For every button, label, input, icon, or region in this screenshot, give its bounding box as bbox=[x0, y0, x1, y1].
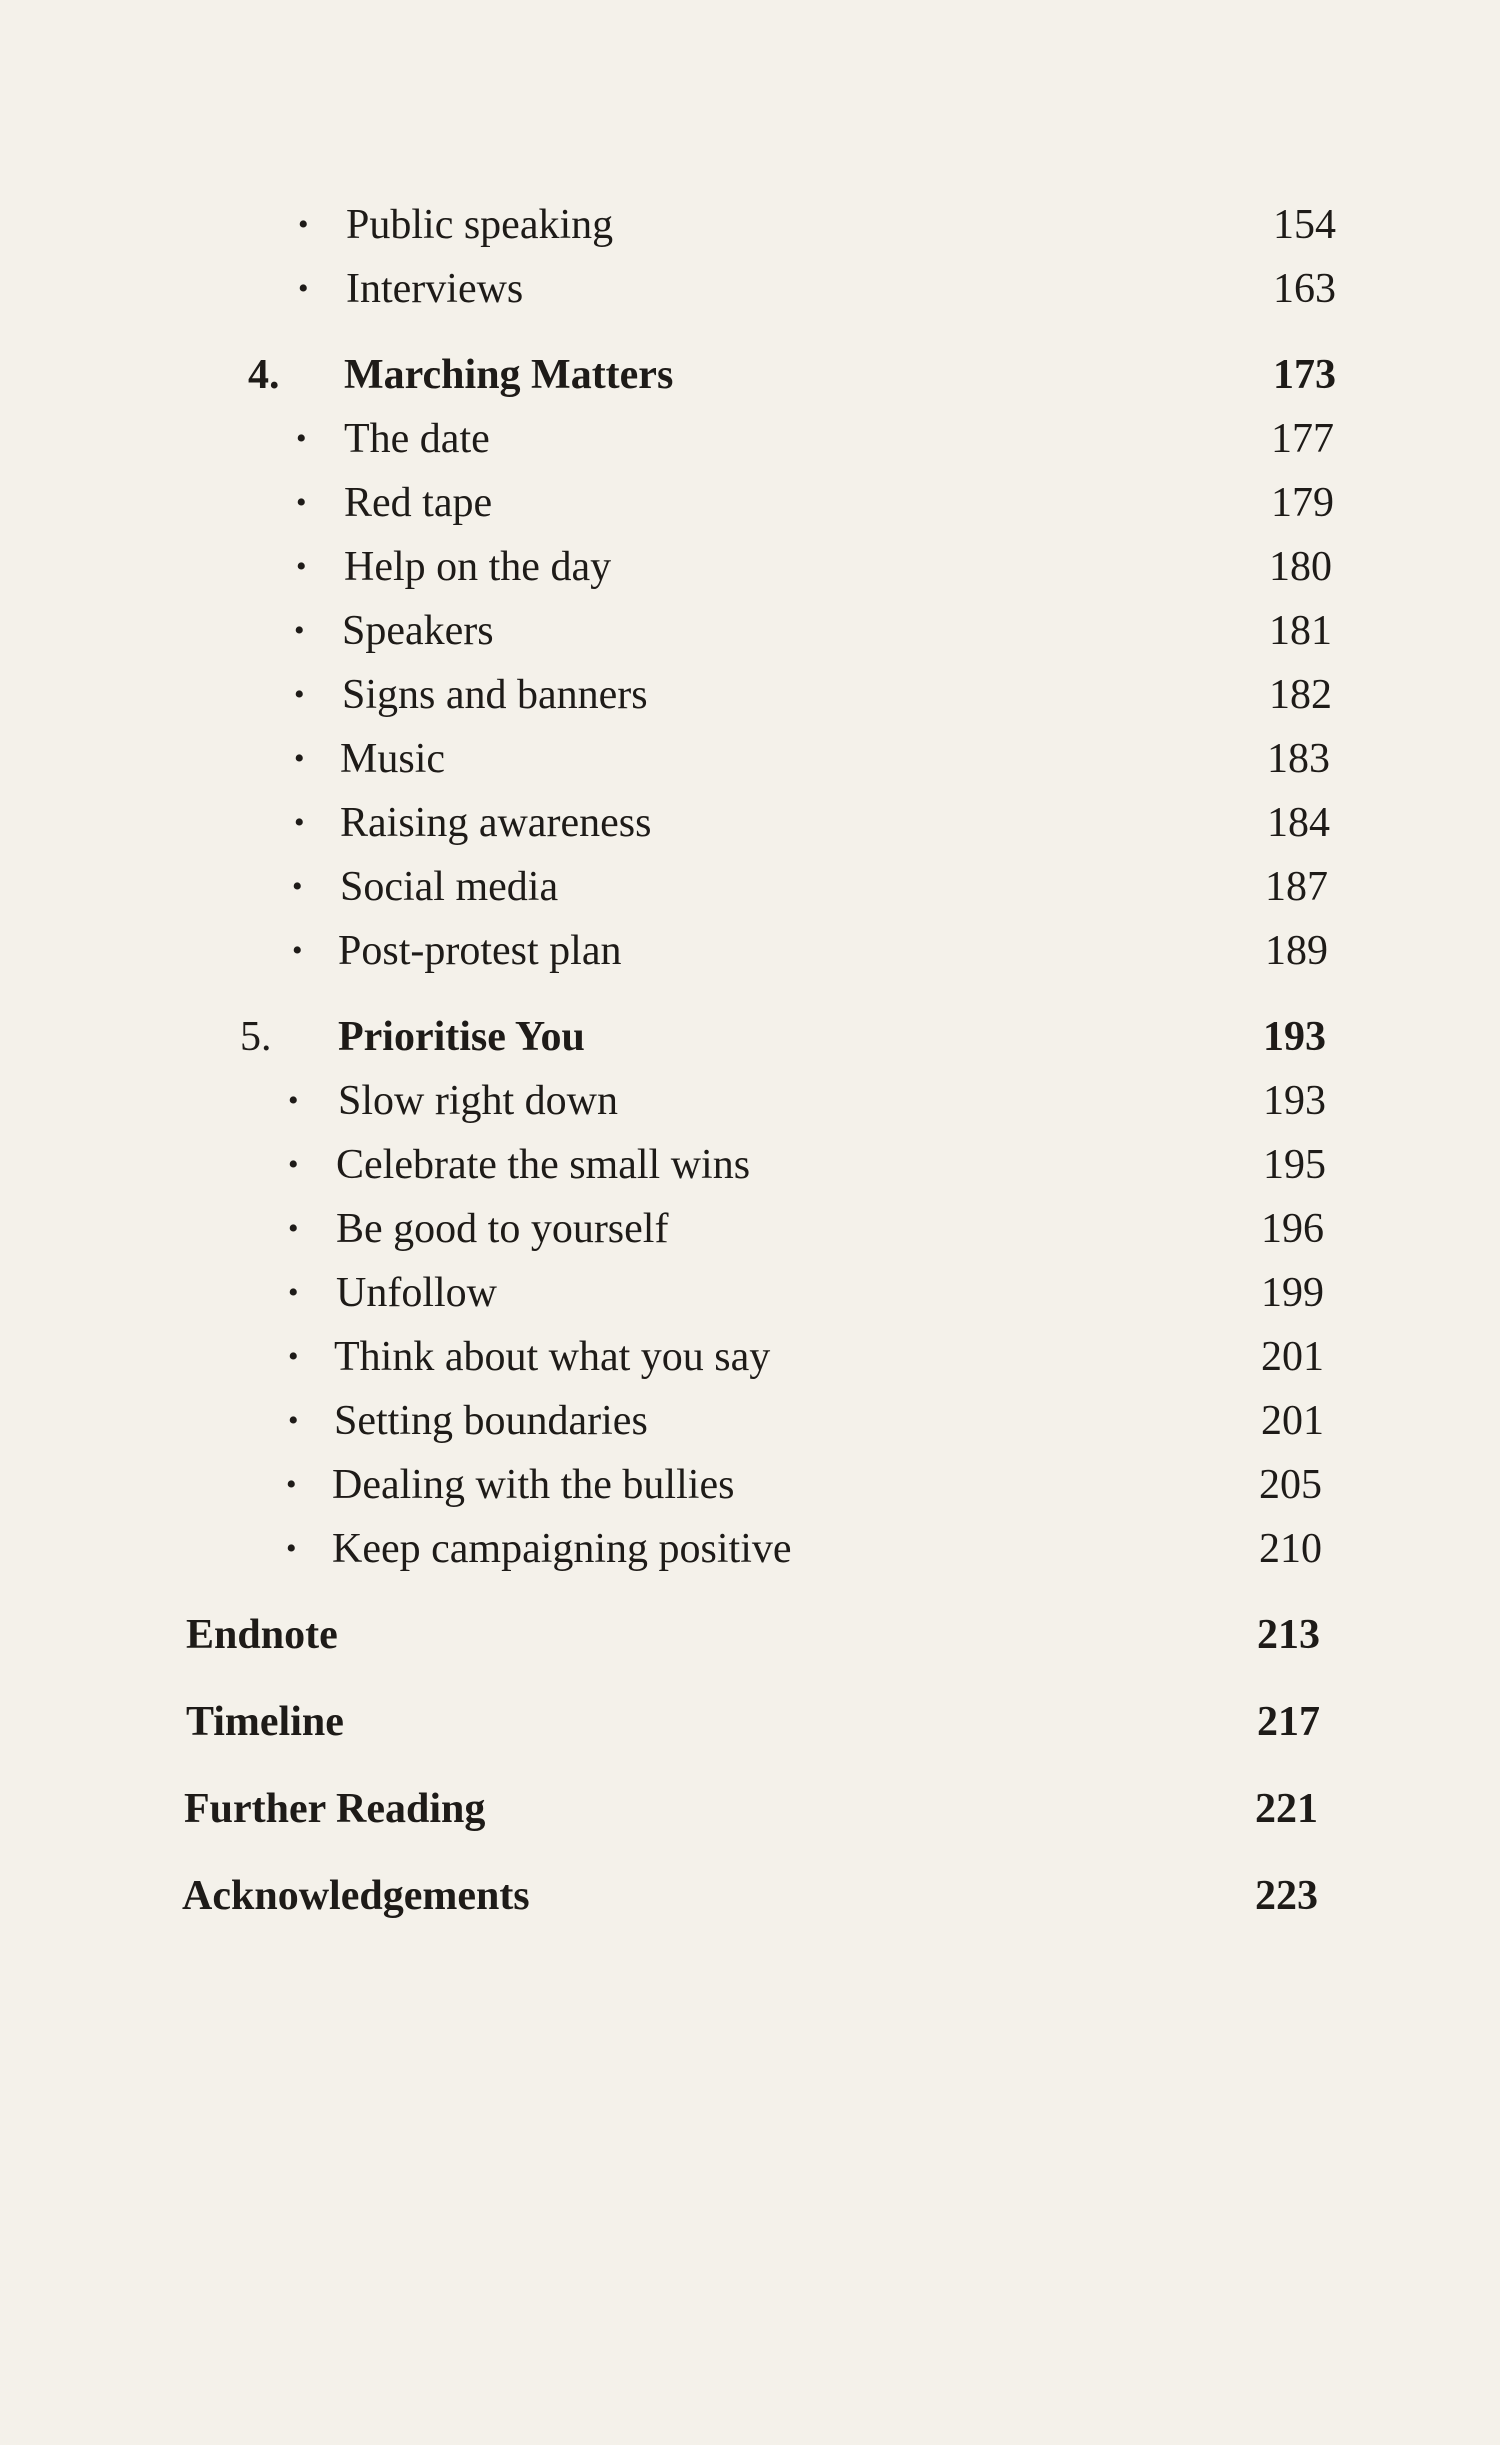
bullet-icon: • bbox=[298, 208, 309, 241]
toc-entry-label: The date bbox=[344, 416, 490, 462]
toc-entry bbox=[0, 262, 1500, 316]
back-matter-label: Acknowledgements bbox=[182, 1873, 530, 1919]
toc-entry-page: 177 bbox=[1271, 416, 1334, 462]
toc-entry-label: Speakers bbox=[342, 608, 494, 654]
toc-entry-page: 189 bbox=[1265, 928, 1328, 974]
back-matter-entry bbox=[0, 1608, 1500, 1662]
bullet-icon: • bbox=[288, 1340, 299, 1373]
toc-entry bbox=[0, 1202, 1500, 1256]
bullet-icon: • bbox=[294, 614, 305, 647]
toc-entry bbox=[0, 1394, 1500, 1448]
toc-entry bbox=[0, 476, 1500, 530]
bullet-icon: • bbox=[292, 870, 303, 903]
chapter-number: 5. bbox=[240, 1014, 272, 1060]
toc-entry bbox=[0, 412, 1500, 466]
back-matter-label: Further Reading bbox=[184, 1786, 486, 1832]
toc-entry-page: 187 bbox=[1265, 864, 1328, 910]
toc-entry bbox=[0, 198, 1500, 252]
chapter-heading bbox=[0, 348, 1500, 402]
toc-entry-page: 180 bbox=[1269, 544, 1332, 590]
toc-entry-page: 184 bbox=[1267, 800, 1330, 846]
bullet-icon: • bbox=[286, 1532, 297, 1565]
bullet-icon: • bbox=[288, 1276, 299, 1309]
toc-entry-page: 181 bbox=[1269, 608, 1332, 654]
bullet-icon: • bbox=[292, 934, 303, 967]
chapter-page: 193 bbox=[1263, 1014, 1326, 1060]
back-matter-page: 221 bbox=[1255, 1786, 1318, 1832]
toc-entry-page: 196 bbox=[1261, 1206, 1324, 1252]
toc-entry-page: 179 bbox=[1271, 480, 1334, 526]
toc-entry-page: 182 bbox=[1269, 672, 1332, 718]
toc-entry-page: 201 bbox=[1261, 1398, 1324, 1444]
toc-entry-label: Keep campaigning positive bbox=[332, 1526, 792, 1572]
toc-entry-page: 195 bbox=[1263, 1142, 1326, 1188]
toc-entry-page: 210 bbox=[1259, 1526, 1322, 1572]
toc-entry-label: Setting boundaries bbox=[334, 1398, 648, 1444]
toc-entry bbox=[0, 732, 1500, 786]
back-matter-page: 217 bbox=[1257, 1699, 1320, 1745]
back-matter-entry bbox=[0, 1695, 1500, 1749]
toc-entry bbox=[0, 1074, 1500, 1128]
toc-entry-page: 199 bbox=[1261, 1270, 1324, 1316]
toc-entry bbox=[0, 1330, 1500, 1384]
back-matter-entry bbox=[0, 1782, 1500, 1836]
back-matter-label: Endnote bbox=[186, 1612, 338, 1658]
toc-entry-page: 193 bbox=[1263, 1078, 1326, 1124]
toc-entry bbox=[0, 860, 1500, 914]
toc-entry bbox=[0, 924, 1500, 978]
chapter-heading bbox=[0, 1010, 1500, 1064]
toc-entry bbox=[0, 1266, 1500, 1320]
toc-entry-label: Think about what you say bbox=[334, 1334, 771, 1380]
bullet-icon: • bbox=[296, 486, 307, 519]
back-matter-label: Timeline bbox=[186, 1699, 344, 1745]
toc-entry-label: Post-protest plan bbox=[338, 928, 622, 974]
back-matter-entry bbox=[0, 1869, 1500, 1923]
toc-entry-label: Interviews bbox=[346, 266, 524, 312]
toc-entry-page: 163 bbox=[1273, 266, 1336, 312]
toc-entry bbox=[0, 1458, 1500, 1512]
toc-entry bbox=[0, 796, 1500, 850]
toc-entry-label: Public speaking bbox=[346, 202, 614, 248]
toc-entry bbox=[0, 1522, 1500, 1576]
chapter-title: Marching Matters bbox=[344, 352, 674, 398]
chapter-number: 4. bbox=[248, 352, 280, 398]
toc-entry-label: Be good to yourself bbox=[336, 1206, 669, 1252]
toc-entry bbox=[0, 604, 1500, 658]
bullet-icon: • bbox=[288, 1084, 299, 1117]
toc-entry-page: 154 bbox=[1273, 202, 1336, 248]
toc-entry-label: Help on the day bbox=[344, 544, 612, 590]
bullet-icon: • bbox=[294, 678, 305, 711]
toc-entry bbox=[0, 1138, 1500, 1192]
toc-entry-label: Raising awareness bbox=[340, 800, 652, 846]
toc-entry-label: Red tape bbox=[344, 480, 493, 526]
chapter-page: 173 bbox=[1273, 352, 1336, 398]
toc-entry-page: 183 bbox=[1267, 736, 1330, 782]
toc-entry bbox=[0, 668, 1500, 722]
toc-entry-label: Unfollow bbox=[336, 1270, 497, 1316]
chapter-title: Prioritise You bbox=[338, 1014, 585, 1060]
toc-entry-label: Celebrate the small wins bbox=[336, 1142, 751, 1188]
toc-entry-label: Slow right down bbox=[338, 1078, 619, 1124]
bullet-icon: • bbox=[296, 422, 307, 455]
toc-entry bbox=[0, 540, 1500, 594]
toc-entry-label: Signs and banners bbox=[342, 672, 648, 718]
bullet-icon: • bbox=[288, 1404, 299, 1437]
bullet-icon: • bbox=[298, 272, 309, 305]
bullet-icon: • bbox=[294, 806, 305, 839]
bullet-icon: • bbox=[294, 742, 305, 775]
bullet-icon: • bbox=[286, 1468, 297, 1501]
bullet-icon: • bbox=[296, 550, 307, 583]
toc-entry-label: Dealing with the bullies bbox=[332, 1462, 735, 1508]
back-matter-page: 213 bbox=[1257, 1612, 1320, 1658]
bullet-icon: • bbox=[288, 1148, 299, 1181]
toc-entry-label: Social media bbox=[340, 864, 559, 910]
toc-entry-label: Music bbox=[340, 736, 445, 782]
toc-entry-page: 201 bbox=[1261, 1334, 1324, 1380]
back-matter-page: 223 bbox=[1255, 1873, 1318, 1919]
bullet-icon: • bbox=[288, 1212, 299, 1245]
toc-entry-page: 205 bbox=[1259, 1462, 1322, 1508]
